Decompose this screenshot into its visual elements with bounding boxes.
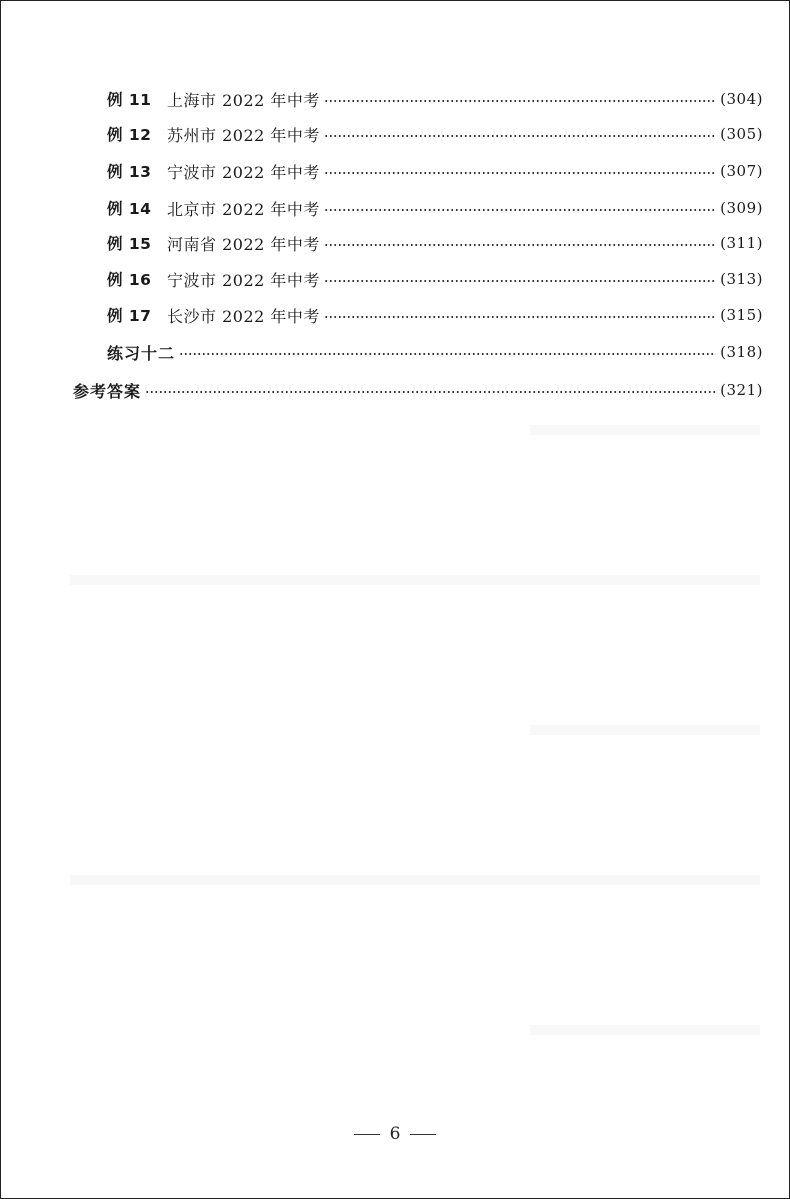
- page-reference: (307): [720, 162, 763, 180]
- dot-leader: [145, 391, 716, 393]
- page-number: 6: [389, 1124, 401, 1144]
- example-label: 例 14: [107, 200, 152, 218]
- example-label: 例 15: [107, 235, 152, 253]
- page-reference: (313): [720, 270, 763, 288]
- page-reference: (311): [720, 234, 763, 252]
- dot-leader: [324, 244, 716, 246]
- toc-entry-example-14[interactable]: [107, 196, 763, 220]
- dot-leader: [324, 172, 716, 174]
- example-label: 例 13: [107, 163, 152, 181]
- dot-leader: [179, 353, 716, 355]
- toc-entry-example-11[interactable]: [107, 87, 763, 111]
- show-through-mark: [530, 425, 760, 435]
- example-label: 例 11: [107, 91, 152, 109]
- page-reference: (321): [720, 381, 763, 399]
- toc-entry-exercise-12[interactable]: [107, 340, 763, 364]
- example-title: 苏州市 2022 年中考: [167, 125, 320, 145]
- example-title: 宁波市 2022 年中考: [167, 270, 320, 290]
- dot-leader: [324, 280, 716, 282]
- show-through-mark: [530, 725, 760, 735]
- page-footer: [0, 1124, 790, 1144]
- example-label: 例 17: [107, 307, 152, 325]
- example-title: 上海市 2022 年中考: [167, 90, 320, 110]
- show-through-mark: [70, 575, 760, 585]
- page-reference: (318): [720, 343, 763, 361]
- toc-entry-example-13[interactable]: [107, 159, 763, 183]
- example-title: 长沙市 2022 年中考: [167, 306, 320, 326]
- answers-title: 参考答案: [73, 381, 142, 401]
- toc-entry-example-17[interactable]: [107, 303, 763, 327]
- toc-entry-example-16[interactable]: [107, 267, 763, 291]
- dot-leader: [324, 316, 716, 318]
- dot-leader: [324, 135, 716, 137]
- toc-entry-example-15[interactable]: [107, 231, 763, 255]
- dot-leader: [324, 100, 716, 102]
- show-through-mark: [70, 875, 760, 885]
- example-title: 宁波市 2022 年中考: [167, 162, 320, 182]
- toc-entry-example-12[interactable]: [107, 122, 763, 146]
- left-dash: [354, 1134, 380, 1135]
- example-label: 例 16: [107, 271, 152, 289]
- dot-leader: [324, 209, 716, 211]
- show-through-mark: [530, 1025, 760, 1035]
- page-reference: (305): [720, 125, 763, 143]
- toc-entry-answers[interactable]: [73, 378, 763, 402]
- page-reference: (315): [720, 306, 763, 324]
- page-reference: (304): [720, 90, 763, 108]
- page-reference: (309): [720, 199, 763, 217]
- exercise-title: 练习十二: [107, 343, 176, 363]
- example-label: 例 12: [107, 126, 152, 144]
- right-dash: [410, 1134, 436, 1135]
- example-title: 河南省 2022 年中考: [167, 234, 320, 254]
- example-title: 北京市 2022 年中考: [167, 199, 320, 219]
